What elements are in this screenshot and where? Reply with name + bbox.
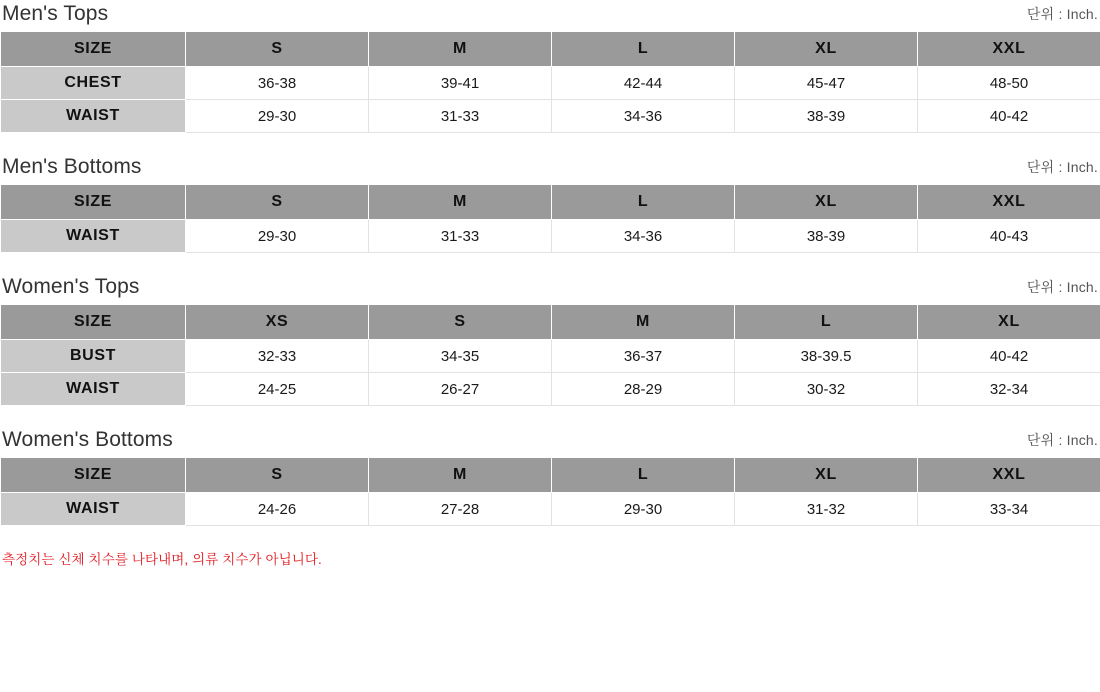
measurement-cell: 45-47 [735, 67, 918, 100]
size-section [0, 2, 1100, 133]
section-title: Men's Bottoms [2, 155, 142, 179]
column-header-size-value: S [186, 32, 369, 67]
measurement-cell: 33-34 [918, 493, 1100, 526]
measurement-cell: 30-32 [735, 373, 918, 406]
row-label: WAIST [1, 220, 186, 253]
table-row [1, 67, 1100, 100]
measurement-cell: 38-39 [735, 220, 918, 253]
column-header-size-value: L [552, 32, 735, 67]
column-header-size-value: M [552, 305, 735, 340]
column-header-size-value: XXL [918, 458, 1100, 493]
row-label: WAIST [1, 493, 186, 526]
measurement-cell: 38-39 [735, 100, 918, 133]
measurement-cell: 31-33 [369, 220, 552, 253]
row-label: CHEST [1, 67, 186, 100]
measurement-cell: 36-37 [552, 340, 735, 373]
size-section [0, 155, 1100, 253]
measurement-cell: 34-36 [552, 100, 735, 133]
size-section [0, 275, 1100, 406]
column-header-size-value: S [186, 185, 369, 220]
column-header-size-value: L [735, 305, 918, 340]
table-header-row [1, 32, 1100, 67]
section-title: Men's Tops [2, 2, 109, 25]
table-header-row [1, 458, 1100, 493]
column-header-size-value: XL [735, 185, 918, 220]
measurement-cell: 26-27 [369, 373, 552, 406]
measurement-cell: 29-30 [186, 220, 369, 253]
column-header-size: SIZE [1, 185, 186, 220]
section-title: Women's Tops [2, 275, 140, 299]
column-header-size-value: L [552, 458, 735, 493]
row-label: WAIST [1, 373, 186, 406]
column-header-size-value: M [369, 32, 552, 67]
measurement-cell: 32-34 [918, 373, 1100, 406]
measurement-cell: 40-43 [918, 220, 1100, 253]
measurement-cell: 28-29 [552, 373, 735, 406]
column-header-size-value: XL [918, 305, 1100, 340]
size-table [0, 457, 1100, 526]
measurement-footnote: 측정치는 신체 치수를 나타내며, 의류 치수가 아닙니다. [2, 552, 322, 568]
table-row [1, 493, 1100, 526]
measurement-cell: 39-41 [369, 67, 552, 100]
column-header-size-value: XXL [918, 185, 1100, 220]
table-header-row [1, 185, 1100, 220]
measurement-cell: 34-36 [552, 220, 735, 253]
section-unit-label: 단위 : Inch. [1026, 159, 1098, 176]
row-label: WAIST [1, 100, 186, 133]
column-header-size-value: XL [735, 458, 918, 493]
size-table [0, 304, 1100, 406]
measurement-cell: 31-33 [369, 100, 552, 133]
column-header-size-value: L [552, 185, 735, 220]
measurement-cell: 29-30 [552, 493, 735, 526]
size-sections-container [0, 2, 1100, 526]
column-header-size-value: M [369, 458, 552, 493]
measurement-cell: 40-42 [918, 100, 1100, 133]
measurement-cell: 24-26 [186, 493, 369, 526]
measurement-cell: 31-32 [735, 493, 918, 526]
size-table [0, 31, 1100, 133]
row-label: BUST [1, 340, 186, 373]
table-row [1, 373, 1100, 406]
measurement-cell: 48-50 [918, 67, 1100, 100]
table-row [1, 340, 1100, 373]
section-header [0, 155, 1100, 184]
measurement-cell: 24-25 [186, 373, 369, 406]
table-row [1, 220, 1100, 253]
column-header-size: SIZE [1, 305, 186, 340]
measurement-cell: 40-42 [918, 340, 1100, 373]
column-header-size-value: XXL [918, 32, 1100, 67]
column-header-size-value: M [369, 185, 552, 220]
column-header-size-value: S [186, 458, 369, 493]
section-unit-label: 단위 : Inch. [1026, 279, 1098, 296]
section-header [0, 428, 1100, 457]
size-table [0, 184, 1100, 253]
table-row [1, 100, 1100, 133]
section-title: Women's Bottoms [2, 428, 173, 452]
table-header-row [1, 305, 1100, 340]
column-header-size: SIZE [1, 32, 186, 67]
column-header-size-value: XS [186, 305, 369, 340]
column-header-size-value: S [369, 305, 552, 340]
column-header-size: SIZE [1, 458, 186, 493]
section-unit-label: 단위 : Inch. [1026, 6, 1098, 23]
section-unit-label: 단위 : Inch. [1026, 432, 1098, 449]
column-header-size-value: XL [735, 32, 918, 67]
section-header [0, 2, 1100, 31]
measurement-cell: 36-38 [186, 67, 369, 100]
measurement-cell: 38-39.5 [735, 340, 918, 373]
measurement-cell: 29-30 [186, 100, 369, 133]
measurement-cell: 32-33 [186, 340, 369, 373]
size-section [0, 428, 1100, 526]
measurement-cell: 27-28 [369, 493, 552, 526]
section-header [0, 275, 1100, 304]
measurement-cell: 34-35 [369, 340, 552, 373]
measurement-cell: 42-44 [552, 67, 735, 100]
